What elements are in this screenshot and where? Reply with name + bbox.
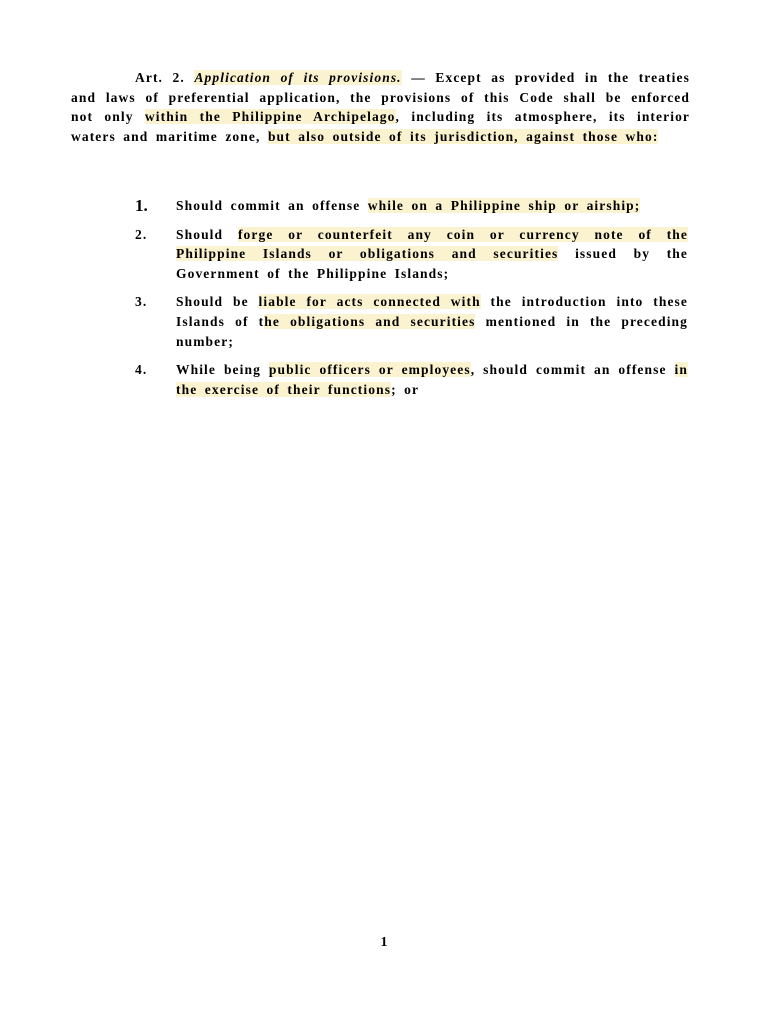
provision-segment-highlight: he obligations and securities [264,313,476,329]
provision-segment: the introduction into these Islands of t [176,294,688,329]
provision-segment-highlight: forge or counterfeit any coin or currency note of the Philippine Islands or obligations and securities [176,226,688,262]
provision-item [135,292,688,351]
provision-segment-highlight: in the exercise of their functions [176,362,688,397]
article-segment-highlight: within the Philippine Archipelago [144,109,396,125]
provision-segment-highlight: liable for acts connected with [258,294,481,310]
provision-number: 3. [135,294,148,310]
provision-segment: Should be [176,294,259,310]
article-label: Art. 2. [135,70,185,85]
provision-segment: ; or [391,381,420,397]
provision-segment: While being [176,362,269,378]
article-paragraph [71,68,690,146]
provision-segment: mentioned in the preceding number; [176,313,688,349]
provision-segment-highlight: while on a Philippine ship or airship; [367,198,641,213]
provision-segment: Should commit an offense [176,198,368,213]
provision-list [135,196,688,408]
article-segment-highlight: but also outside of its jurisdiction, against those who: [267,128,659,144]
provision-segment: , should commit an offense [470,362,675,378]
provision-segment: issued by the Government of the Philippine Islands; [176,246,688,281]
provision-segment-highlight: public officers or employees [268,362,471,378]
page-number: 1 [380,935,388,950]
provision-segment: Should [176,226,238,242]
article-segment: , including its atmosphere, its interior waters and maritime zone, [71,109,691,144]
provision-item [135,196,688,216]
article-segment: Except as provided in the treaties and laws of preferential application, the provisions of this Code shall be enforced not only [71,70,690,125]
provision-number: 4. [135,362,148,378]
provision-item [135,360,688,399]
provision-number: 2. [135,226,148,242]
article-dash: — [411,70,426,85]
provision-number: 1. [135,196,148,215]
article-title: Application of its provisions. [194,70,402,85]
provision-item [135,225,688,284]
